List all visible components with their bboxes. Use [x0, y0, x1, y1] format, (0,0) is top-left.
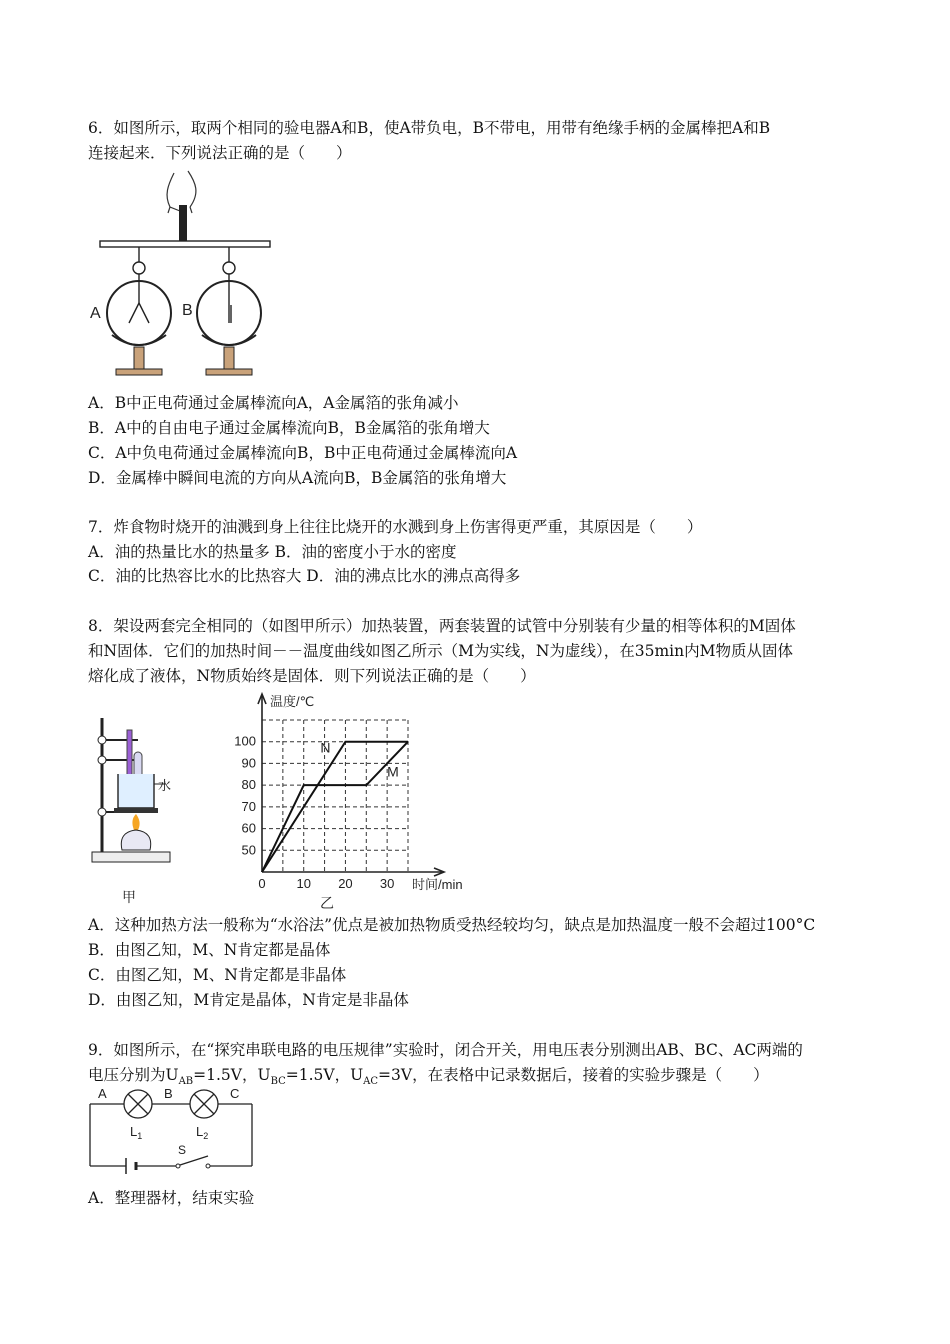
- lamp-l2-sub: 2: [203, 1131, 209, 1141]
- lamp-l2-label: [196, 1124, 208, 1141]
- q9-val-ac: =3V，在表格中记录数据后，接着的实验步骤是（ ）: [378, 1066, 769, 1084]
- q7-option-ab: A．油的热量比水的热量多 B．油的密度小于水的密度: [88, 543, 457, 561]
- water-label: 水: [158, 778, 172, 793]
- q9-val-ab: =1.5V，U: [193, 1066, 271, 1084]
- q6-option-c: C．A中负电荷通过金属棒流向B，B中正电荷通过金属棒流向A: [88, 444, 518, 462]
- q8-stem-line1: 8．架设两套完全相同的（如图甲所示）加热装置，两套装置的试管中分别装有少量的相等体积的M固体: [88, 617, 796, 635]
- y-tick-label: 50: [241, 842, 256, 858]
- y-tick-label: 70: [241, 798, 256, 814]
- q7-option-cd: C．油的比热容比水的比热容大 D．油的沸点比水的沸点高得多: [88, 567, 521, 585]
- x-axis-label: 时间/min: [412, 877, 463, 892]
- q8-option-b: B．由图乙知，M、N肯定都是晶体: [88, 941, 331, 959]
- q7-stem: 7．炸食物时烧开的油溅到身上往往比烧开的水溅到身上伤害得更严重，其原因是（ ）: [88, 518, 703, 536]
- x-tick-label: 20: [338, 876, 353, 891]
- y-tick-label: 80: [241, 777, 256, 793]
- series-circuit-figure: [84, 1086, 259, 1176]
- lamp-l1-label: [130, 1124, 142, 1141]
- q6-stem-line1: 6．如图所示，取两个相同的验电器A和B，使A带负电，B不带电，用带有绝缘手柄的金属棒把A和B: [88, 119, 771, 137]
- y-tick-label: 100: [234, 733, 256, 749]
- q6-option-b: B．A中的自由电子通过金属棒流向B，B金属箔的张角增大: [88, 419, 490, 437]
- x-tick-label: 10: [296, 876, 311, 891]
- q8-option-d: D．由图乙知，M肯定是晶体，N肯定是非晶体: [88, 991, 409, 1009]
- q6-option-d: D．金属棒中瞬间电流的方向从A流向B，B金属箔的张角增大: [88, 469, 507, 487]
- series-n-label: N: [320, 739, 331, 756]
- node-b-label: B: [164, 1086, 173, 1101]
- lamp-l2-letter: L: [196, 1124, 204, 1139]
- figure-yi-caption: 乙: [320, 895, 334, 911]
- node-a-label: A: [98, 1086, 107, 1101]
- x-tick-label: 0: [258, 876, 266, 891]
- lamp-l1-letter: L: [130, 1124, 138, 1139]
- q8-option-c: C．由图乙知，M、N肯定都是非晶体: [88, 966, 347, 984]
- y-tick-label: 60: [241, 820, 256, 836]
- y-axis-label: 温度/℃: [270, 694, 315, 709]
- q6-stem-line2: 连接起来．下列说法正确的是（ ）: [88, 144, 352, 162]
- switch-s-label: S: [178, 1143, 187, 1157]
- lamp-l1-sub: 1: [137, 1131, 143, 1141]
- q8-option-a: A．这种加热方法一般称为“水浴法”优点是被加热物质受热经较均匀，缺点是加热温度一般不会超过100°C: [88, 916, 816, 934]
- q9-stem-u-prefix: 电压分别为U: [88, 1066, 179, 1084]
- q9-stem-line1: 9．如图所示，在“探究串联电路的电压规律”实验时，闭合开关，用电压表分别测出AB、BC、AC两端的: [88, 1041, 803, 1059]
- q9-option-a: A．整理器材，结束实验: [88, 1189, 255, 1207]
- q6-option-a: A．B中正电荷通过金属棒流向A，A金属箔的张角减小: [88, 394, 459, 412]
- q8-stem-line3: 熔化成了液体，N物质始终是固体．则下列说法正确的是（ ）: [88, 667, 536, 685]
- temperature-time-chart: [230, 690, 490, 915]
- electroscope-figure: [84, 165, 274, 385]
- heating-apparatus-figure: [88, 712, 188, 908]
- electroscope-b-label: B: [182, 302, 193, 319]
- x-tick-label: 30: [379, 876, 395, 891]
- figure-jia-caption: 甲: [122, 889, 136, 905]
- q8-stem-line2: 和N固体．它们的加热时间－－温度曲线如图乙所示（M为实线，N为虚线），在35min内M物质从固体: [88, 642, 793, 660]
- q9-sub-ac: AC: [363, 1076, 379, 1088]
- node-c-label: C: [230, 1086, 240, 1101]
- electroscope-a-label: A: [90, 305, 101, 322]
- q9-sub-bc: BC: [270, 1076, 286, 1088]
- q9-sub-ab: AB: [178, 1076, 194, 1088]
- q9-val-bc: =1.5V，U: [285, 1066, 364, 1084]
- series-m-label: M: [387, 763, 399, 780]
- y-tick-label: 90: [241, 755, 256, 771]
